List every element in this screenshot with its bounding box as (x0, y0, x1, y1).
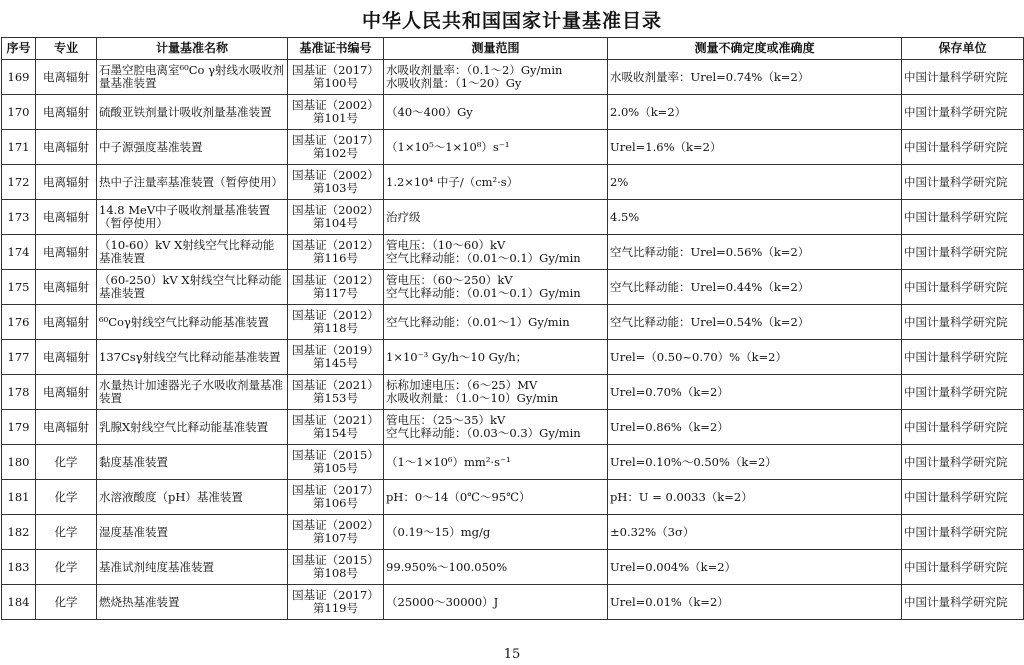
cert-cell: 国基证（2012） 第118号 (288, 305, 384, 340)
uncertainty-cell: Urel=1.6%（k=2） (608, 130, 902, 165)
field-cell: 化学 (36, 515, 97, 550)
field-cell: 电离辐射 (36, 270, 97, 305)
table-row (2, 515, 1024, 550)
cert-cell: 国基证（2015） 第108号 (288, 550, 384, 585)
name-cell: 石墨空腔电离室⁶⁰Co γ射线水吸收剂量基准装置 (97, 60, 288, 95)
cert-cell: 国基证（2021） 第153号 (288, 375, 384, 410)
range-cell: 空气比释动能：（0.01～1）Gy/min (384, 305, 608, 340)
field-cell: 电离辐射 (36, 375, 97, 410)
seq-cell: 181 (2, 480, 36, 515)
org-cell: 中国计量科学研究院 (902, 480, 1024, 515)
table-row (2, 445, 1024, 480)
table-row (2, 340, 1024, 375)
table-row (2, 165, 1024, 200)
seq-cell: 175 (2, 270, 36, 305)
org-cell: 中国计量科学研究院 (902, 200, 1024, 235)
name-cell: 中子源强度基准装置 (97, 130, 288, 165)
table-row (2, 585, 1024, 620)
name-cell: 湿度基准装置 (97, 515, 288, 550)
org-cell: 中国计量科学研究院 (902, 375, 1024, 410)
table-row (2, 235, 1024, 270)
page-number: 15 (503, 647, 521, 662)
org-cell: 中国计量科学研究院 (902, 305, 1024, 340)
header-uncertainty: 测量不确定度或准确度 (608, 38, 902, 60)
seq-cell: 174 (2, 235, 36, 270)
seq-cell: 173 (2, 200, 36, 235)
org-cell: 中国计量科学研究院 (902, 585, 1024, 620)
range-cell: （40～400）Gy (384, 95, 608, 130)
table-row (2, 375, 1024, 410)
name-cell: 14.8 MeV中子吸收剂量基准装置（暂停使用） (97, 200, 288, 235)
range-cell: （25000～30000）J (384, 585, 608, 620)
org-cell: 中国计量科学研究院 (902, 165, 1024, 200)
name-cell: （60-250）kV X射线空气比释动能基准装置 (97, 270, 288, 305)
header-seq: 序号 (2, 38, 36, 60)
seq-cell: 177 (2, 340, 36, 375)
field-cell: 化学 (36, 585, 97, 620)
seq-cell: 171 (2, 130, 36, 165)
uncertainty-cell: 空气比释动能：Urel=0.54%（k=2） (608, 305, 902, 340)
range-cell: 标称加速电压：（6～25）MV 水吸收剂量：（1.0～10）Gy/min (384, 375, 608, 410)
range-cell: 99.950%～100.050% (384, 550, 608, 585)
range-cell: 1×10⁻³ Gy/h～10 Gy/h； (384, 340, 608, 375)
org-cell: 中国计量科学研究院 (902, 60, 1024, 95)
table-row (2, 550, 1024, 585)
header-field: 专业 (36, 38, 97, 60)
range-cell: （1×10⁵～1×10⁸）s⁻¹ (384, 130, 608, 165)
field-cell: 电离辐射 (36, 340, 97, 375)
standards-table (1, 37, 1024, 620)
header-org: 保存单位 (902, 38, 1024, 60)
range-cell: 管电压：（10～60）kV 空气比释动能：（0.01～0.1）Gy/min (384, 235, 608, 270)
name-cell: 水溶液酸度（pH）基准装置 (97, 480, 288, 515)
name-cell: 热中子注量率基准装置（暂停使用） (97, 165, 288, 200)
range-cell: pH：0～14（0℃～95℃） (384, 480, 608, 515)
seq-cell: 178 (2, 375, 36, 410)
table-row (2, 60, 1024, 95)
seq-cell: 183 (2, 550, 36, 585)
table-row (2, 270, 1024, 305)
table-row (2, 305, 1024, 340)
cert-cell: 国基证（2017） 第119号 (288, 585, 384, 620)
range-cell: 1.2×10⁴ 中子/（cm²·s） (384, 165, 608, 200)
cert-cell: 国基证（2002） 第107号 (288, 515, 384, 550)
org-cell: 中国计量科学研究院 (902, 550, 1024, 585)
table-row (2, 130, 1024, 165)
name-cell: 黏度基准装置 (97, 445, 288, 480)
field-cell: 化学 (36, 445, 97, 480)
field-cell: 电离辐射 (36, 165, 97, 200)
name-cell: 乳腺X射线空气比释动能基准装置 (97, 410, 288, 445)
cert-cell: 国基证（2017） 第106号 (288, 480, 384, 515)
cert-cell: 国基证（2021） 第154号 (288, 410, 384, 445)
cert-cell: 国基证（2002） 第103号 (288, 165, 384, 200)
table-row (2, 410, 1024, 445)
org-cell: 中国计量科学研究院 (902, 95, 1024, 130)
cert-cell: 国基证（2012） 第117号 (288, 270, 384, 305)
uncertainty-cell: Urel=0.004%（k=2） (608, 550, 902, 585)
field-cell: 电离辐射 (36, 60, 97, 95)
uncertainty-cell: Urel=0.86%（k=2） (608, 410, 902, 445)
seq-cell: 184 (2, 585, 36, 620)
uncertainty-cell: Urel=0.70%（k=2） (608, 375, 902, 410)
cert-cell: 国基证（2012） 第116号 (288, 235, 384, 270)
field-cell: 电离辐射 (36, 305, 97, 340)
uncertainty-cell: Urel=（0.50~0.70）%（k=2） (608, 340, 902, 375)
name-cell: ⁶⁰Coγ射线空气比释动能基准装置 (97, 305, 288, 340)
range-cell: （0.19～15）mg/g (384, 515, 608, 550)
uncertainty-cell: Urel=0.01%（k=2） (608, 585, 902, 620)
field-cell: 电离辐射 (36, 95, 97, 130)
seq-cell: 179 (2, 410, 36, 445)
field-cell: 电离辐射 (36, 410, 97, 445)
org-cell: 中国计量科学研究院 (902, 445, 1024, 480)
uncertainty-cell: 水吸收剂量率：Urel=0.74%（k=2） (608, 60, 902, 95)
range-cell: 管电压：（60～250）kV 空气比释动能：（0.01～0.1）Gy/min (384, 270, 608, 305)
seq-cell: 180 (2, 445, 36, 480)
cert-cell: 国基证（2002） 第101号 (288, 95, 384, 130)
range-cell: 管电压：（25～35）kV 空气比释动能：（0.03～0.3）Gy/min (384, 410, 608, 445)
field-cell: 电离辐射 (36, 130, 97, 165)
field-cell: 电离辐射 (36, 235, 97, 270)
name-cell: （10-60）kV X射线空气比释动能基准装置 (97, 235, 288, 270)
org-cell: 中国计量科学研究院 (902, 270, 1024, 305)
org-cell: 中国计量科学研究院 (902, 235, 1024, 270)
cert-cell: 国基证（2002） 第104号 (288, 200, 384, 235)
org-cell: 中国计量科学研究院 (902, 515, 1024, 550)
header-cert: 基准证书编号 (288, 38, 384, 60)
seq-cell: 172 (2, 165, 36, 200)
seq-cell: 176 (2, 305, 36, 340)
cert-cell: 国基证（2017） 第100号 (288, 60, 384, 95)
org-cell: 中国计量科学研究院 (902, 130, 1024, 165)
field-cell: 电离辐射 (36, 200, 97, 235)
uncertainty-cell: ±0.32%（3σ） (608, 515, 902, 550)
uncertainty-cell: 2% (608, 165, 902, 200)
range-cell: （1～1×10⁶）mm²·s⁻¹ (384, 445, 608, 480)
seq-cell: 169 (2, 60, 36, 95)
org-cell: 中国计量科学研究院 (902, 410, 1024, 445)
uncertainty-cell: pH：U = 0.0033（k=2） (608, 480, 902, 515)
table-row (2, 480, 1024, 515)
name-cell: 水量热计加速器光子水吸收剂量基准装置 (97, 375, 288, 410)
uncertainty-cell: Urel=0.10%～0.50%（k=2） (608, 445, 902, 480)
cert-cell: 国基证（2015） 第105号 (288, 445, 384, 480)
name-cell: 137Csγ射线空气比释动能基准装置 (97, 340, 288, 375)
table-row (2, 95, 1024, 130)
seq-cell: 182 (2, 515, 36, 550)
table-header-row (2, 38, 1024, 60)
field-cell: 化学 (36, 480, 97, 515)
field-cell: 化学 (36, 550, 97, 585)
table-row (2, 200, 1024, 235)
uncertainty-cell: 2.0%（k=2） (608, 95, 902, 130)
uncertainty-cell: 空气比释动能：Urel=0.56%（k=2） (608, 235, 902, 270)
uncertainty-cell: 空气比释动能：Urel=0.44%（k=2） (608, 270, 902, 305)
page-title: 中华人民共和国国家计量基准目录 (361, 10, 662, 32)
name-cell: 燃烧热基准装置 (97, 585, 288, 620)
name-cell: 硫酸亚铁剂量计吸收剂量基准装置 (97, 95, 288, 130)
header-range: 测量范围 (384, 38, 608, 60)
range-cell: 治疗级 (384, 200, 608, 235)
range-cell: 水吸收剂量率：（0.1～2）Gy/min 水吸收剂量：（1～20）Gy (384, 60, 608, 95)
org-cell: 中国计量科学研究院 (902, 340, 1024, 375)
cert-cell: 国基证（2019） 第145号 (288, 340, 384, 375)
seq-cell: 170 (2, 95, 36, 130)
uncertainty-cell: 4.5% (608, 200, 902, 235)
cert-cell: 国基证（2017） 第102号 (288, 130, 384, 165)
header-name: 计量基准名称 (97, 38, 288, 60)
name-cell: 基准试剂纯度基准装置 (97, 550, 288, 585)
